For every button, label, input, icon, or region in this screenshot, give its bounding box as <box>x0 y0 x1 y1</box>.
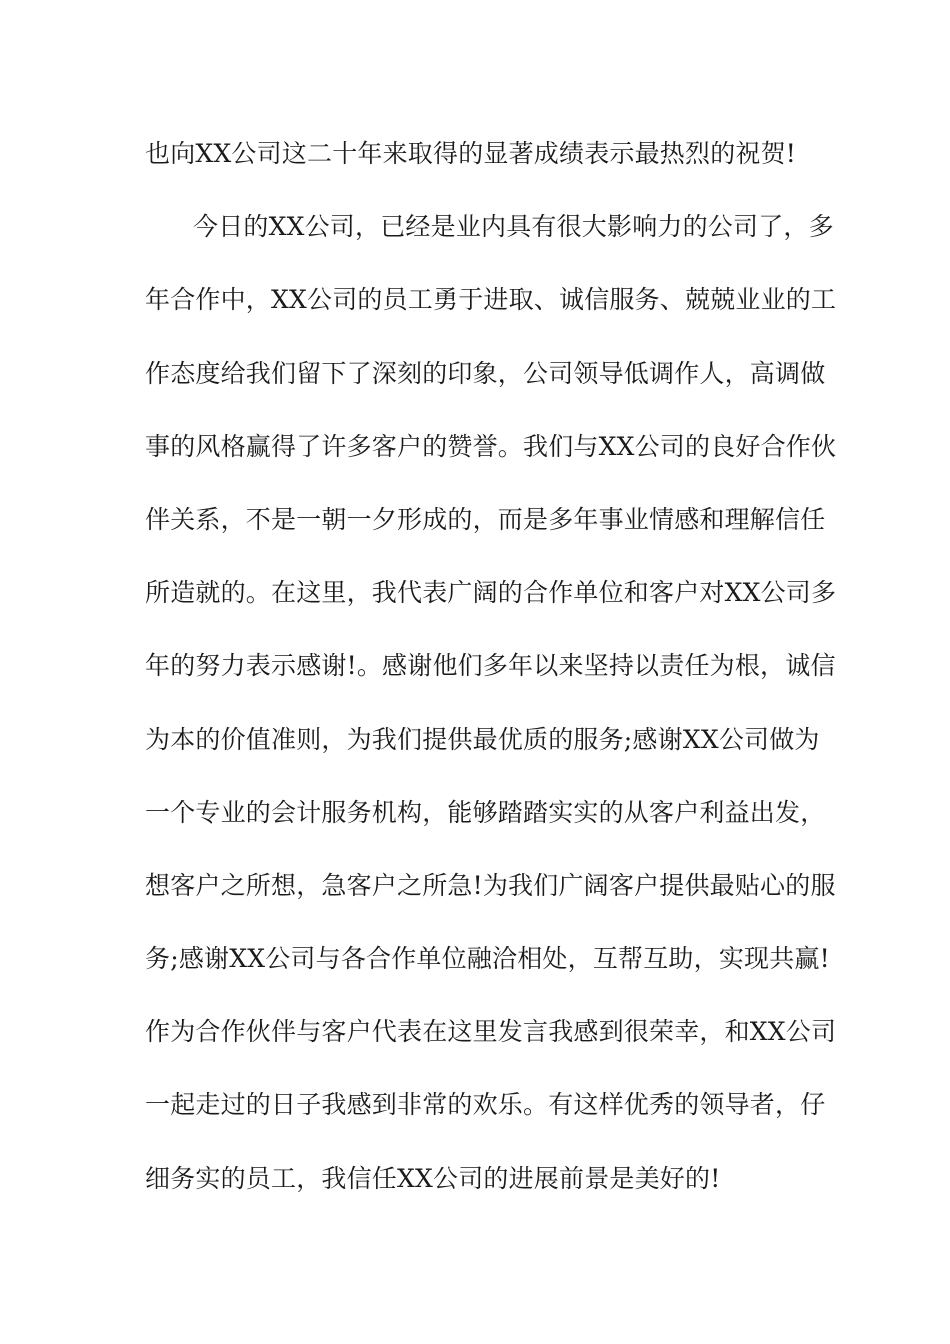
text-line: 伴关系，不是一朝一夕形成的，而是多年事业情感和理解信任 <box>145 504 826 534</box>
text-line: 年合作中，XX公司的员工勇于进取、诚信服务、兢兢业业的工 <box>145 285 837 315</box>
text-line: 细务实的员工，我信任XX公司的进展前景是美好的! <box>145 1163 721 1193</box>
text-line: 年的努力表示感谢!。感谢他们多年以来坚持以责任为根，诚信 <box>145 651 836 681</box>
text-line: 也向XX公司这二十年来取得的显著成绩表示最热烈的祝贺! <box>145 139 797 168</box>
text-line: 务;感谢XX公司与各合作单位融洽相处，互帮互助，实现共赢! <box>145 944 830 974</box>
text-line: 所造就的。在这里，我代表广阔的合作单位和客户对XX公司多 <box>145 578 837 608</box>
paragraph-first-line: 今日的XX公司，已经是业内具有很大影响力的公司了，多 <box>193 212 834 242</box>
text-line: 作态度给我们留下了深刻的印象，公司领导低调作人，高调做 <box>145 358 826 388</box>
text-line: 一起走过的日子我感到非常的欢乐。有这样优秀的领导者，仔 <box>145 1090 826 1120</box>
document-body <box>145 127 837 1225</box>
text-line: 为本的价值准则，为我们提供最优质的服务;感谢XX公司做为 <box>145 724 820 754</box>
text-line: 作为合作伙伴与客户代表在这里发言我感到很荣幸，和XX公司 <box>145 1017 837 1047</box>
text-line: 一个专业的会计服务机构，能够踏踏实实的从客户利益出发， <box>145 797 826 827</box>
text-line: 事的风格赢得了许多客户的赞誉。我们与XX公司的良好合作伙 <box>145 431 837 461</box>
text-line: 想客户之所想，急客户之所急!为我们广阔客户提供最贴心的服 <box>145 870 836 900</box>
